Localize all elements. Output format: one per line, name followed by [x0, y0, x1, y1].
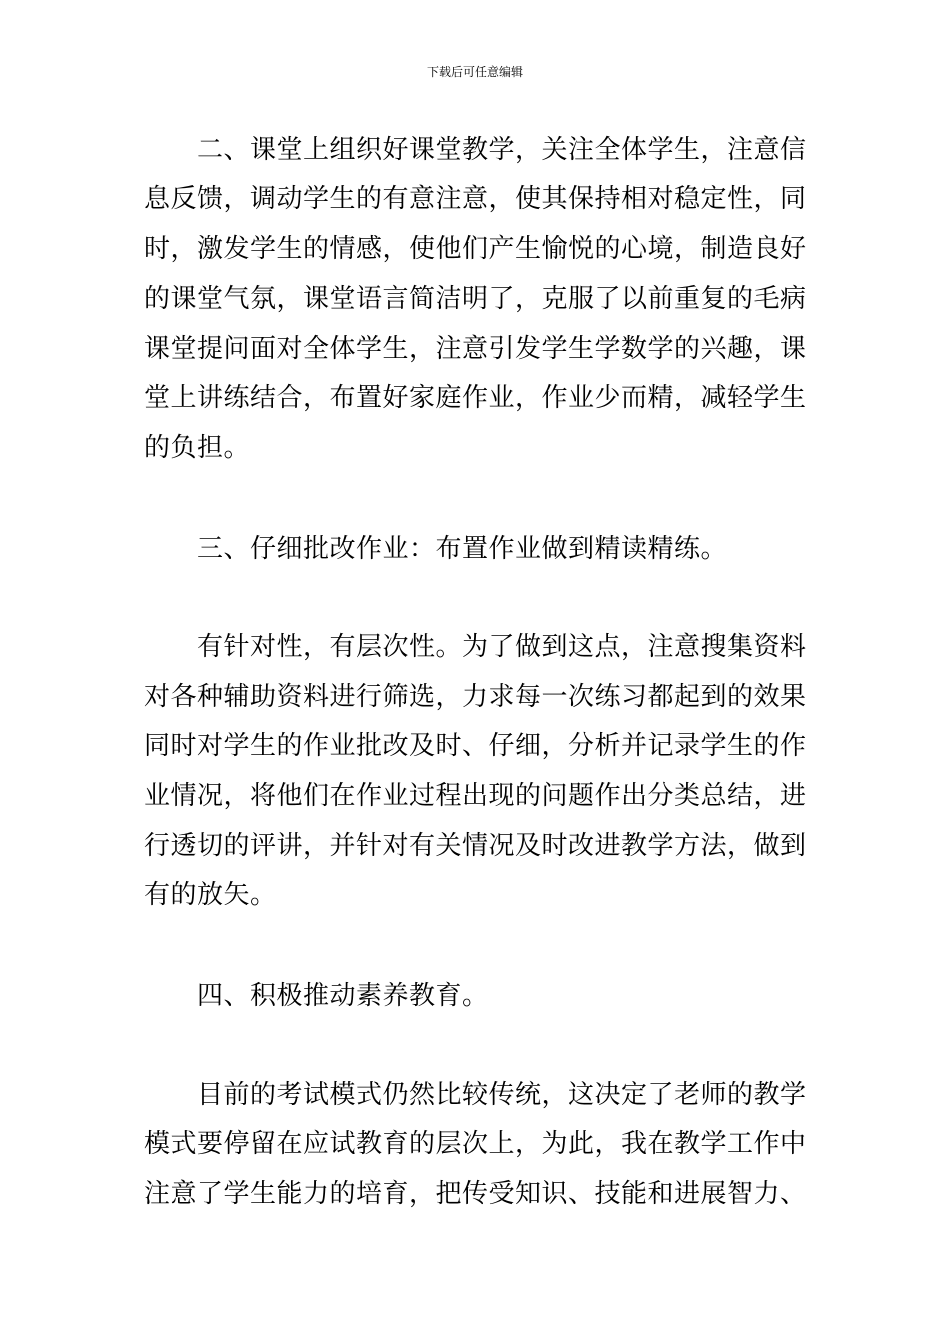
paragraph-3-line-5: 行透切的评讲，并针对有关情况及时改进教学方法，做到 [144, 831, 807, 861]
paragraph-3-line-2: 对各种辅助资料进行筛选，力求每一次练习都起到的效果 [144, 682, 807, 712]
paragraph-1-line-5: 课堂提问面对全体学生，注意引发学生学数学的兴趣，课 [144, 334, 807, 364]
paragraph-1-line-4: 的课堂气氛，课堂语言简洁明了，克服了以前重复的毛病 [144, 284, 807, 314]
paragraph-1-line-2: 息反馈，调动学生的有意注意，使其保持相对稳定性，同 [144, 184, 807, 214]
paragraph-1-line-1: 二、课堂上组织好课堂教学，关注全体学生，注意信 [197, 135, 807, 165]
paragraph-1-line-3: 时，激发学生的情感，使他们产生愉悦的心境，制造良好 [144, 234, 807, 264]
paragraph-3-line-3: 同时对学生的作业批改及时、仔细，分析并记录学生的作 [144, 731, 807, 761]
paragraph-3-line-1: 有针对性，有层次性。为了做到这点，注意搜集资料 [197, 632, 807, 662]
page-header: 下载后可任意编辑 [426, 65, 523, 79]
paragraph-4-line-1: 四、积极推动素养教育。 [197, 981, 489, 1011]
paragraph-3-line-6: 有的放矢。 [144, 880, 277, 910]
paragraph-5-line-1: 目前的考试模式仍然比较传统，这决定了老师的教学 [197, 1080, 807, 1110]
paragraph-5-line-3: 注意了学生能力的培育，把传受知识、技能和进展智力、 [144, 1179, 807, 1209]
paragraph-1-line-7: 的负担。 [144, 433, 251, 463]
paragraph-2-line-1: 三、仔细批改作业：布置作业做到精读精练。 [197, 534, 728, 564]
paragraph-3-line-4: 业情况，将他们在作业过程出现的问题作出分类总结，进 [144, 781, 807, 811]
paragraph-1-line-6: 堂上讲练结合，布置好家庭作业，作业少而精，减轻学生 [144, 383, 807, 413]
paragraph-5-line-2: 模式要停留在应试教育的层次上，为此，我在教学工作中 [144, 1129, 807, 1159]
